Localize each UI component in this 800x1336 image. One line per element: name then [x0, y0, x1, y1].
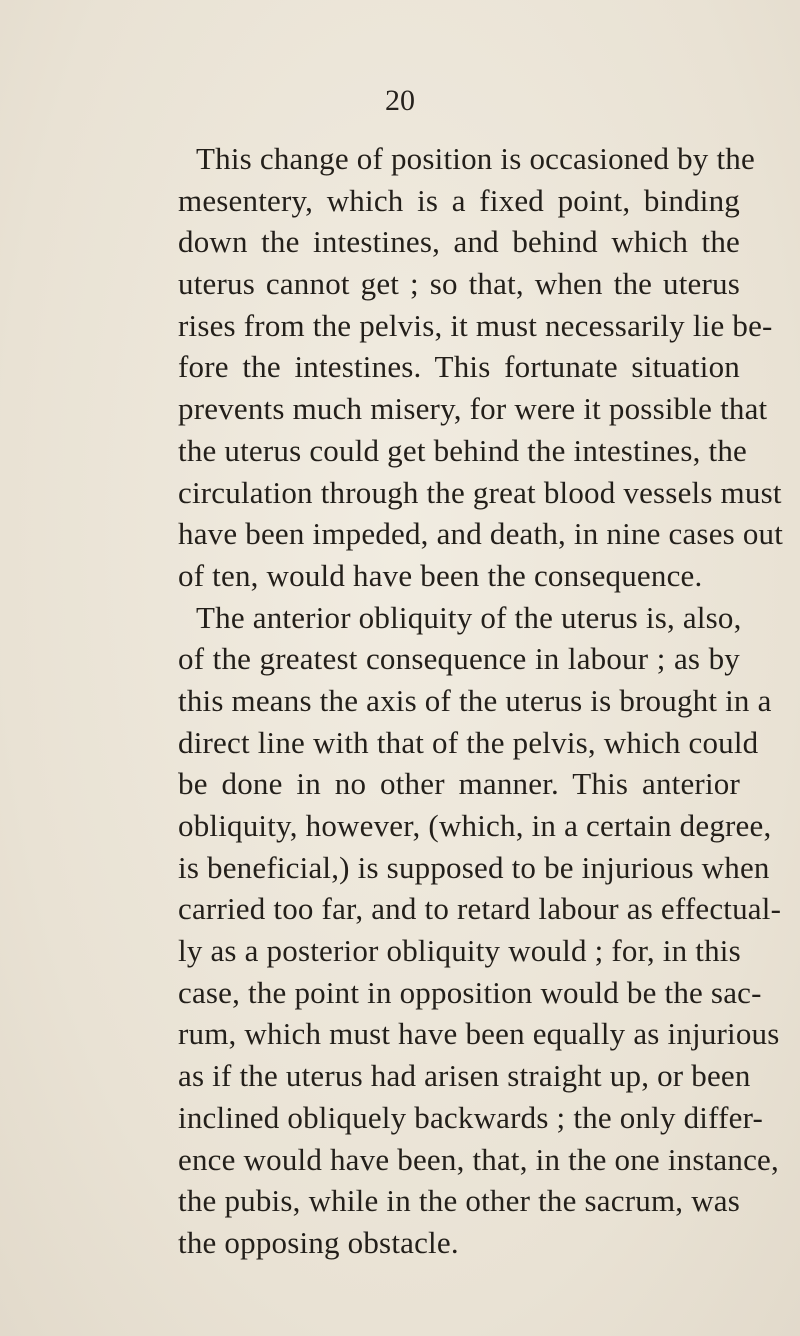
text-line: obliquity, however, (which, in a certain degree,: [178, 808, 772, 843]
text-line: the opposing obstacle.: [178, 1224, 459, 1260]
text-line: direct line with that of the pelvis, which could: [178, 724, 759, 760]
text-line: this means the axis of the uterus is brought in a: [178, 682, 772, 718]
text-line: fore the intestines. This fortunate situation: [178, 349, 740, 385]
text-line: down the intestines, and behind which the: [178, 224, 740, 260]
text-line: inclined obliquely backwards ; the only differ-: [178, 1099, 763, 1135]
text-line: rum, which must have been equally as injurious: [178, 1016, 780, 1052]
text-line: of ten, would have been the consequence.: [178, 557, 703, 593]
text-line: the uterus could get behind the intestines, the: [178, 432, 747, 468]
text-line: mesentery, which is a fixed point, binding: [178, 182, 740, 218]
text-line: be done in no other manner. This anterior: [178, 766, 740, 802]
text-line: uterus cannot get ; so that, when the uterus: [178, 266, 740, 302]
text-line: ly as a posterior obliquity would ; for, in this: [178, 933, 741, 969]
text-line: case, the point in opposition would be the sac-: [178, 974, 762, 1010]
text-line: carried too far, and to retard labour as effectual-: [178, 891, 782, 927]
text-line: the pubis, while in the other the sacrum, was: [178, 1183, 740, 1219]
text-line: ence would have been, that, in the one instance,: [178, 1141, 779, 1177]
text-line: have been impeded, and death, in nine cases out: [178, 516, 784, 552]
body-text: [178, 138, 784, 1264]
text-line: is beneficial,) is supposed to be injurious when: [178, 849, 770, 885]
text-line: The anterior obliquity of the uterus is, also,: [196, 599, 742, 635]
text-line: of the greatest consequence in labour ; as by: [178, 641, 740, 677]
text-line: circulation through the great blood vessels must: [178, 474, 782, 510]
text-line: prevents much misery, for were it possible that: [178, 391, 768, 427]
page-number: 20: [385, 84, 415, 117]
text-line: rises from the pelvis, it must necessarily lie be-: [178, 307, 773, 343]
text-line: This change of position is occasioned by the: [196, 141, 755, 176]
text-line: as if the uterus had arisen straight up, or been: [178, 1058, 751, 1094]
